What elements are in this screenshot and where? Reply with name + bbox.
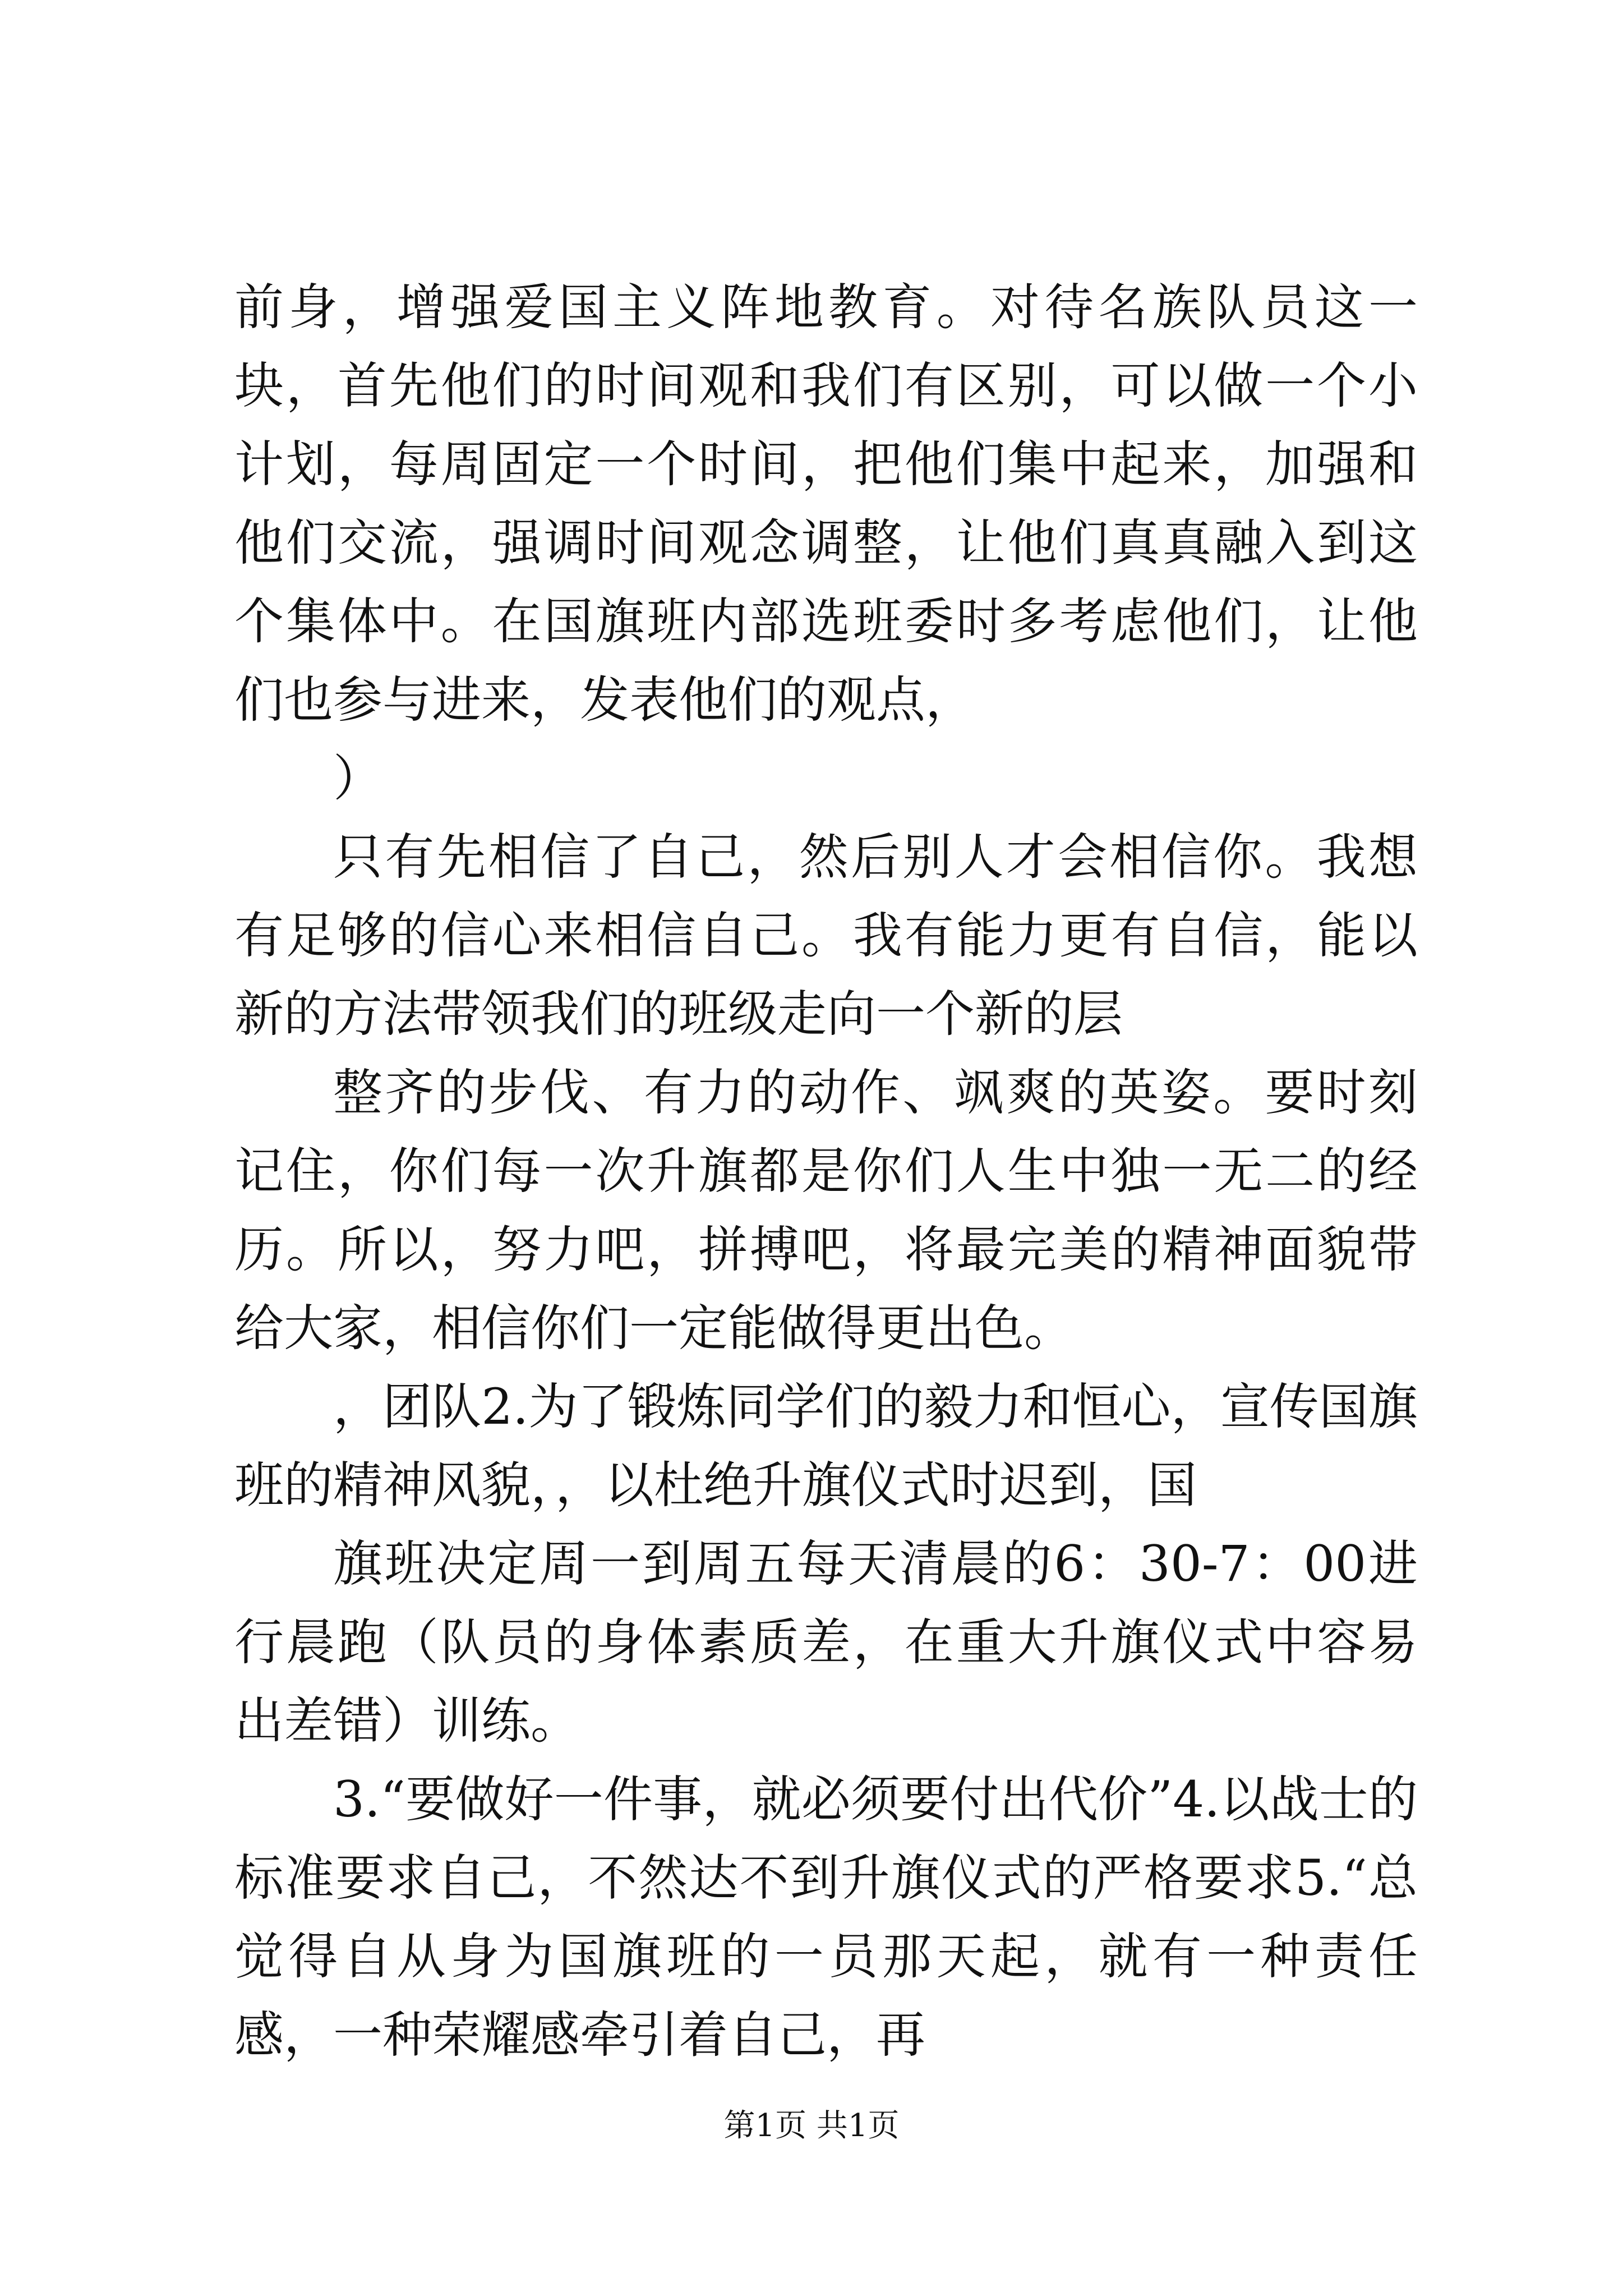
paragraph-6: 旗班决定周一到周五每天清晨的6：30-7：00进行晨跑（队员的身体素质差，在重大升旗仪式中容易出差错）训练。 — [234, 1535, 1418, 1750]
paragraph-4: 整齐的步伐、有力的动作、飒爽的英姿。要时刻记住，你们每一次升旗都是你们人生中独一无二的经历。所以，努力吧，拼搏吧，将最完美的精神面貌带给大家，相信你们一定能做得更出色。 — [234, 1064, 1418, 1357]
document-body — [234, 268, 1418, 2074]
paragraph-3: 只有先相信了自己，然后别人才会相信你。我想有足够的信心来相信自己。我有能力更有自信，能以新的方法带领我们的班级走向一个新的层 — [234, 828, 1418, 1043]
page-number-footer: 第1页 共1页 — [723, 2108, 900, 2144]
paragraph-1: 前身，增强爱国主义阵地教育。对待名族队员这一块，首先他们的时间观和我们有区别，可以做一个小计划，每周固定一个时间，把他们集中起来，加强和他们交流，强调时间观念调整，让他们真真融入到这个集体中。在国旗班内部选班委时多考虑他们，让他们也参与进来，发表他们的观点， — [234, 278, 1418, 729]
paragraph-7: 3.“要做好一件事，就必须要付出代价”4.以战士的标准要求自己，不然达不到升旗仪式的严格要求5.“总觉得自从身为国旗班的一员那天起，就有一种责任感，一种荣耀感牵引着自己，再 — [234, 1770, 1418, 2064]
paragraph-5: ，团队2.为了锻炼同学们的毅力和恒心，宣传国旗班的精神风貌，，以杜绝升旗仪式时迟到，国 — [234, 1378, 1418, 1514]
paragraph-2: ） — [333, 749, 383, 807]
